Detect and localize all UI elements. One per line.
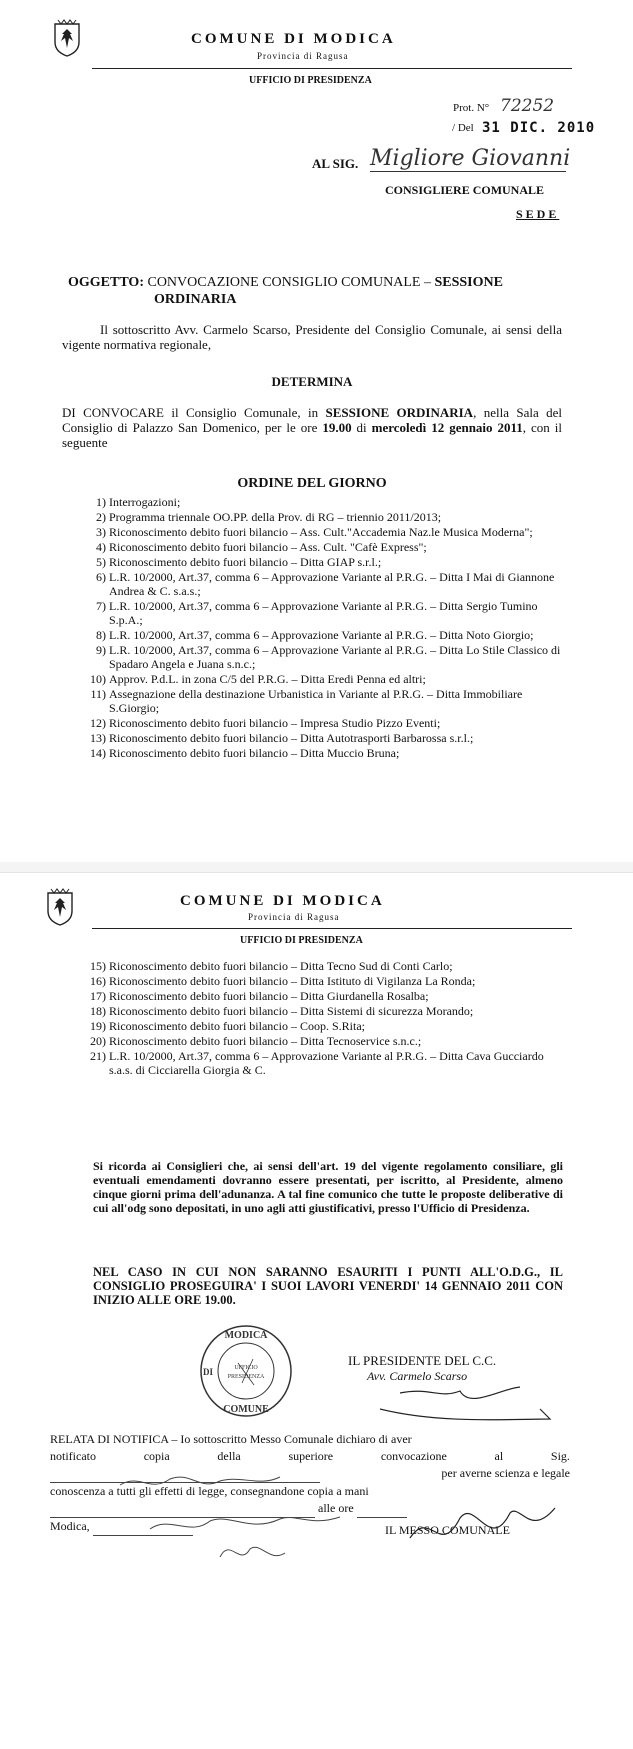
messo-signature — [380, 1498, 580, 1568]
subject-bold-1: SESSIONE — [434, 275, 503, 290]
agenda-item-number: 9) — [96, 643, 106, 657]
agenda-item-number: 13) — [90, 731, 106, 745]
agenda-item-number: 8) — [96, 628, 106, 642]
agenda-item-number: 3) — [96, 525, 106, 539]
agenda-item-text: L.R. 10/2000, Art.37, comma 6 – Approvazione Variante al P.R.G. – Ditta Noto Giorgio; — [109, 628, 534, 642]
agenda-item-text: Programma triennale OO.PP. della Prov. di RG – triennio 2011/2013; — [109, 510, 442, 524]
agenda-item-number: 20) — [90, 1034, 106, 1048]
document-page-2 — [0, 872, 633, 1749]
relata-line-2: notificato copia della superiore convocazione al Sig. — [50, 1449, 570, 1463]
agenda-item-text: Riconoscimento debito fuori bilancio – Ditta Tecnoservice s.n.c.; — [109, 1034, 422, 1048]
agenda-item-text: Riconoscimento debito fuori bilancio – Ass. Cult. "Cafè Express"; — [109, 540, 427, 554]
continuation-paragraph: NEL CASO IN CUI NON SARANNO ESAURITI I PUNTI ALL'O.D.G., IL CONSIGLIO PROSEGUIRA' I SUOI LAVORI VENERDI' 14 GENNAIO 2011 CON INIZIO ALLE ORE 19.00. — [93, 1265, 563, 1307]
coat-of-arms-icon — [52, 18, 82, 58]
agenda-item — [80, 525, 563, 539]
agenda-item-text: Riconoscimento debito fuori bilancio – Ass. Cult."Accademia Naz.le Musica Moderna"; — [109, 525, 533, 539]
agenda-item-text: Riconoscimento debito fuori bilancio – Ditta Autotrasporti Barbarossa s.r.l.; — [109, 731, 474, 745]
agenda-item-text: L.R. 10/2000, Art.37, comma 6 – Approvazione Variante al P.R.G. – Ditta Sergio Tumino S.p.A.; — [109, 599, 538, 627]
svg-text:PRESIDENZA: PRESIDENZA — [227, 1374, 265, 1380]
header-title: COMUNE DI MODICA — [191, 31, 396, 47]
agenda-item — [80, 989, 563, 1003]
agenda-item — [80, 672, 563, 686]
convocation-paragraph: DI CONVOCARE il Consiglio Comunale, in SESSIONE ORDINARIA, nella Sala del Consiglio di Palazzo San Domenico, per le ore 19.00 di mercoledì 12 gennaio 2011, con il seguente — [62, 405, 563, 450]
president-signature — [340, 1379, 560, 1429]
agenda-item — [80, 570, 563, 598]
agenda-item-text: Riconoscimento debito fuori bilancio – Ditta Istituto di Vigilanza La Ronda; — [109, 974, 476, 988]
intro-paragraph: Il sottoscritto Avv. Carmelo Scarso, Presidente del Consiglio Comunale, ai sensi della vigente normativa regionale, — [62, 322, 562, 352]
agenda-item — [80, 746, 563, 760]
agenda-item — [80, 716, 563, 730]
subject-block — [68, 274, 503, 308]
agenda-item-text: Riconoscimento debito fuori bilancio – Coop. S.Rita; — [109, 1019, 365, 1033]
subject-label: OGGETTO: — [68, 275, 144, 290]
agenda-item — [80, 599, 563, 627]
agenda-item-text: L.R. 10/2000, Art.37, comma 6 – Approvazione Variante al P.R.G. – Ditta I Mai di Giannone Andrea & C. s.a.s.; — [109, 570, 555, 598]
svg-text:MODICA: MODICA — [224, 1330, 268, 1341]
signature-title: IL PRESIDENTE DEL C.C. — [348, 1353, 497, 1368]
agenda-item — [80, 555, 563, 569]
agenda-item — [80, 540, 563, 554]
agenda-item-number: 17) — [90, 989, 106, 1003]
agenda-item — [80, 1004, 563, 1018]
header-subtitle: Provincia di Ragusa — [248, 912, 340, 922]
agenda-list-page-2 — [80, 959, 563, 1078]
agenda-item — [80, 687, 563, 715]
agenda-list-page-1 — [80, 495, 563, 761]
agenda-item-text: Riconoscimento debito fuori bilancio – Ditta Muccio Bruna; — [109, 746, 400, 760]
agenda-item-number: 12) — [90, 716, 106, 730]
agenda-item-number: 11) — [90, 687, 106, 701]
agenda-item-number: 10) — [90, 672, 106, 686]
agenda-item-number: 4) — [96, 540, 106, 554]
agenda-item-number: 14) — [90, 746, 106, 760]
agenda-item-text: Riconoscimento debito fuori bilancio – Ditta Sistemi di sicurezza Morando; — [109, 1004, 474, 1018]
agenda-item-number: 6) — [96, 570, 106, 584]
document-page-1 — [0, 0, 633, 862]
header-rule — [92, 928, 572, 929]
agenda-item — [80, 1034, 563, 1048]
date-stamp: 31 DIC. 2010 — [482, 120, 596, 136]
agenda-item-text: Riconoscimento debito fuori bilancio – Impresa Studio Pizzo Eventi; — [109, 716, 441, 730]
agenda-item-text: Riconoscimento debito fuori bilancio – Ditta GIAP s.r.l.; — [109, 555, 382, 569]
svg-text:UFFICIO: UFFICIO — [234, 1365, 258, 1371]
agenda-item-text: Interrogazioni; — [109, 495, 181, 509]
messo-title: IL MESSO COMUNALE — [385, 1523, 510, 1537]
agenda-item-text: Assegnazione della destinazione Urbanistica in Variante al P.R.G. – Ditta Immobiliare S.Giorgio; — [109, 687, 523, 715]
agenda-item-number: 18) — [90, 1004, 106, 1018]
protocol-number: 72252 — [500, 96, 555, 116]
office-stamp — [198, 1323, 294, 1419]
relata-line-5: alle ore — [50, 1500, 570, 1518]
signature-name: Avv. Carmelo Scarso — [367, 1369, 468, 1383]
relata-line-1: RELATA DI NOTIFICA – Io sottoscritto Messo Comunale dichiaro di aver — [50, 1432, 412, 1446]
agenda-item-text: L.R. 10/2000, Art.37, comma 6 – Approvazione Variante al P.R.G. – Ditta Cava Gucciardo s.a.s. di Cicciarella Giorgia & C. — [109, 1049, 544, 1077]
subject-text: CONVOCAZIONE CONSIGLIO COMUNALE – — [147, 275, 431, 290]
agenda-item-number: 21) — [90, 1049, 106, 1063]
agenda-item — [80, 628, 563, 642]
agenda-item-text: Approv. P.d.L. in zona C/5 del P.R.G. – Ditta Eredi Penna ed altri; — [109, 672, 426, 686]
date-label: / Del — [452, 122, 474, 134]
agenda-item-text: Riconoscimento debito fuori bilancio – Ditta Tecno Sud di Conti Carlo; — [109, 959, 453, 973]
agenda-item — [80, 495, 563, 509]
header-office: UFFICIO DI PRESIDENZA — [249, 75, 372, 86]
svg-text:DI: DI — [202, 1367, 214, 1377]
page-separator — [0, 862, 633, 872]
reminder-paragraph: Si ricorda ai Consiglieri che, ai sensi dell'art. 19 del vigente regolamento consiliare, gli eventuali emendamenti dovranno essere presentati, per iscritto, al Presidente, almeno cinque giorni prima dell'adunanza. A tal fine comunico che tutte le proposte deliberative di cui all'odg sono depositati, in uno agli atti giustificativi, presso l'Ufficio di Presidenza. — [93, 1159, 563, 1215]
svg-text:COMUNE: COMUNE — [223, 1404, 269, 1415]
relata-line-6: Modica, — [50, 1518, 570, 1536]
agenda-item-number: 15) — [90, 959, 106, 973]
relata-line-4: conoscenza a tutti gli effetti di legge, consegnandone copia a mani — [50, 1484, 369, 1498]
header-title: COMUNE DI MODICA — [180, 893, 385, 909]
agenda-item-text: L.R. 10/2000, Art.37, comma 6 – Approvazione Variante al P.R.G. – Ditta Lo Stile Classico di Spadaro Angela e Juana s.n.c.; — [109, 643, 561, 671]
agenda-item — [80, 643, 563, 671]
recipient-place: SEDE — [516, 207, 560, 221]
agenda-item — [80, 974, 563, 988]
agenda-title: ORDINE DEL GIORNO — [237, 476, 387, 491]
recipient-name: Migliore Giovanni — [370, 146, 571, 171]
agenda-item-number: 7) — [96, 599, 106, 613]
header-subtitle: Provincia di Ragusa — [257, 51, 349, 61]
agenda-item — [80, 731, 563, 745]
agenda-item — [80, 1019, 563, 1033]
recipient-label: AL SIG. — [312, 156, 359, 171]
agenda-item — [80, 959, 563, 973]
agenda-item — [80, 510, 563, 524]
agenda-item-number: 5) — [96, 555, 106, 569]
agenda-item-number: 19) — [90, 1019, 106, 1033]
header-rule — [92, 68, 572, 69]
determina-heading: DETERMINA — [271, 374, 353, 389]
header-office: UFFICIO DI PRESIDENZA — [240, 935, 363, 946]
subject-bold-2: ORDINARIA — [154, 292, 237, 307]
relata-line-3: per averne scienza e legale — [50, 1465, 570, 1483]
agenda-item-number: 1) — [96, 495, 106, 509]
agenda-item — [80, 1049, 563, 1077]
coat-of-arms-icon — [45, 887, 75, 927]
handwritten-annotations — [110, 1467, 350, 1577]
recipient-role: CONSIGLIERE COMUNALE — [385, 183, 545, 197]
agenda-item-number: 16) — [90, 974, 106, 988]
agenda-item-text: Riconoscimento debito fuori bilancio – Ditta Giurdanella Rosalba; — [109, 989, 429, 1003]
agenda-item-number: 2) — [96, 510, 106, 524]
protocol-label: Prot. N° — [453, 102, 490, 114]
